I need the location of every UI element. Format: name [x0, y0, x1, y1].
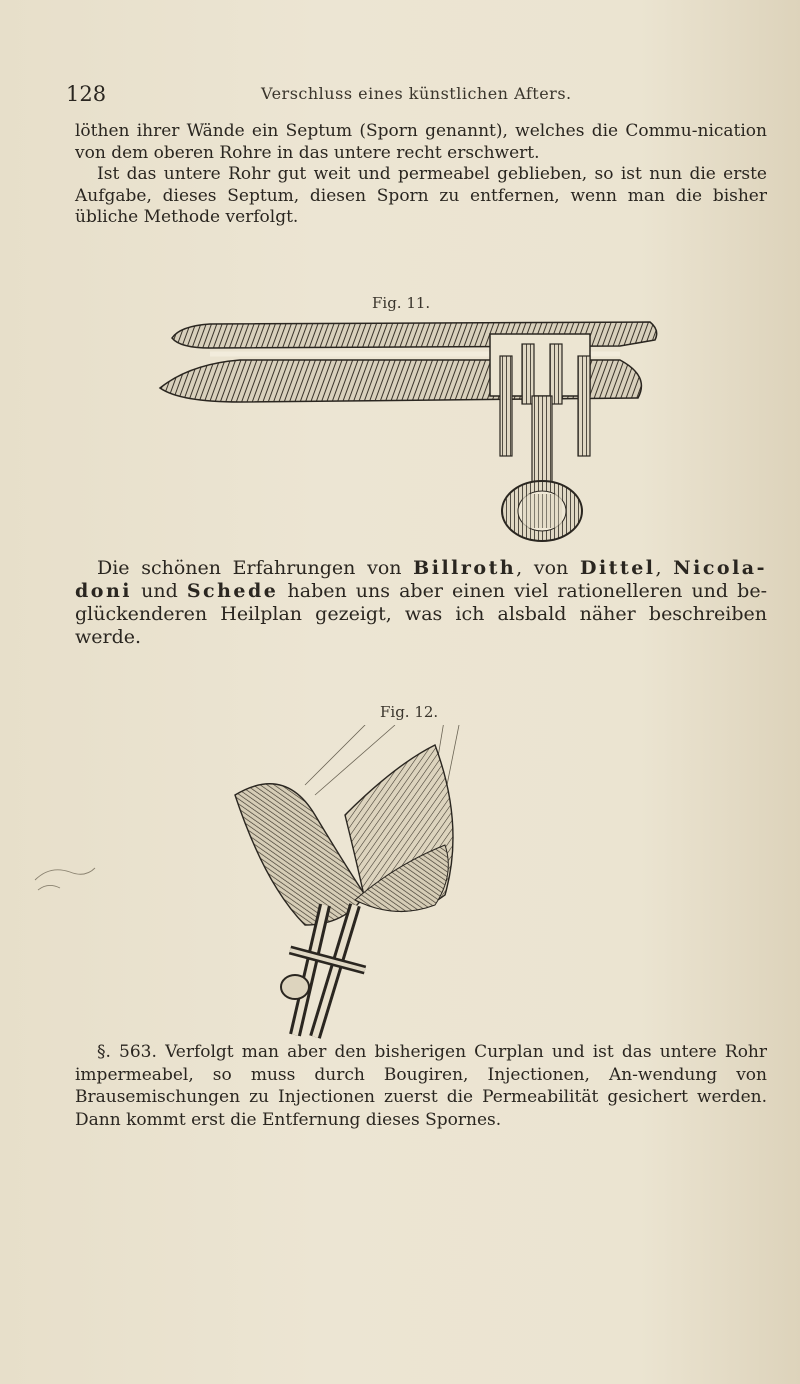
paragraph-section-563	[75, 1041, 767, 1131]
separator-2: ,	[655, 557, 662, 579]
figure-11-clamp-illustration	[150, 316, 670, 548]
separator-1: , von	[516, 557, 569, 579]
running-title: Verschluss eines künstlichen Afters.	[261, 84, 572, 103]
paragraph-heilplan-lead: Die schönen Erfahrungen von	[97, 557, 402, 579]
paragraph-heilplan	[75, 557, 767, 649]
section-number: §. 563.	[97, 1042, 157, 1062]
paragraph-septum	[75, 121, 767, 229]
paragraph-heilplan-rest: haben uns aber einen viel rationelleren und be-glückenderen Heilplan gezeigt, was ich alsbald näher beschreiben werde.	[75, 580, 767, 648]
paragraph-septum-line1: löthen ihrer Wände ein Septum (Sporn genannt), welches die Commu-nication von dem oberen Rohre in das untere recht erschwert.	[75, 121, 767, 163]
author-dittel: Dittel	[579, 557, 656, 579]
page-number: 128	[66, 82, 107, 106]
author-schede: Schede	[186, 580, 279, 602]
figure-12-clamp-in-tissue-illustration	[195, 725, 575, 1045]
paragraph-septum-line2: Ist das untere Rohr gut weit und permeabel geblieben, so ist nun die erste Aufgabe, dieses Septum, diesen Sporn zu entfernen, wenn man die bisher übliche Methode verfolgt.	[75, 164, 767, 227]
author-nicoladoni: Nicola-doni	[75, 557, 767, 602]
separator-3: und	[141, 580, 178, 602]
author-billroth: Billroth	[413, 557, 517, 579]
paragraph-section-563-text: Verfolgt man aber den bisherigen Curplan und ist das untere Rohr impermeabel, so muss durch Bougiren, Injectionen, An-wendung von Brausemischungen zu Injectionen zuerst die Permeabilität gesichert werden. Dann kommt erst die Entfernung dieses Spornes.	[75, 1042, 767, 1130]
figure-12-caption: Fig. 12.	[380, 703, 439, 721]
figure-11-caption: Fig. 11.	[372, 294, 431, 312]
margin-pencil-mark	[30, 860, 100, 910]
page-header	[66, 82, 766, 112]
